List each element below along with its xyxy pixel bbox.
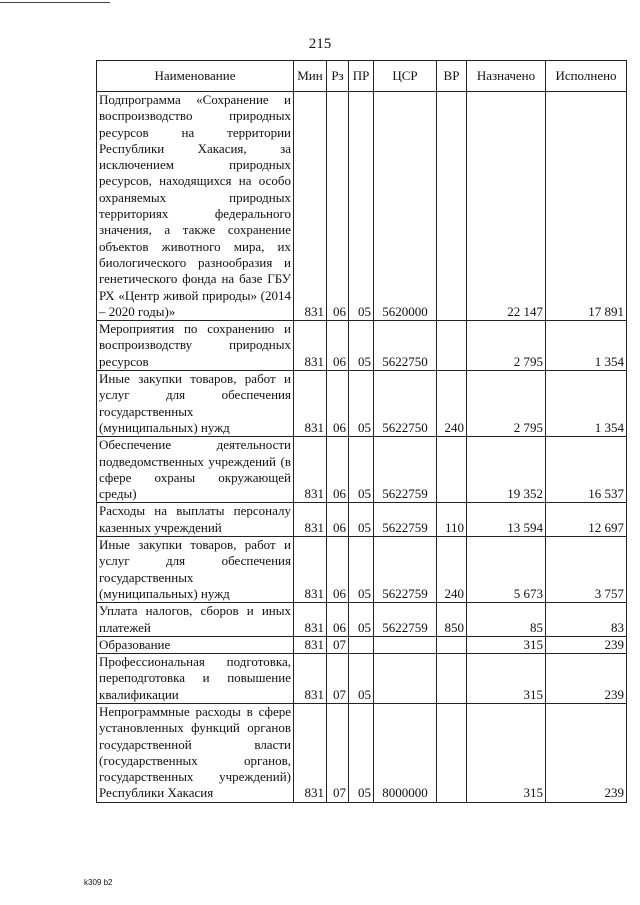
column-header-min: Мин <box>294 61 327 92</box>
table-header-row <box>97 61 627 92</box>
column-header-name: Наименование <box>97 61 294 92</box>
row-vr <box>437 321 467 371</box>
budget-table <box>96 60 627 803</box>
row-name: Иные закупки товаров, работ и услуг для обеспечения государственных (муниципальных) нужд <box>97 537 294 603</box>
row-min: 831 <box>294 603 327 637</box>
row-vr <box>437 654 467 704</box>
row-csr: 5622750 <box>374 371 437 437</box>
row-csr <box>374 636 437 653</box>
column-header-pr: ПР <box>349 61 374 92</box>
row-executed: 1 354 <box>546 371 627 437</box>
row-assigned: 5 673 <box>467 537 546 603</box>
row-assigned: 315 <box>467 636 546 653</box>
row-rz: 06 <box>327 603 349 637</box>
row-min: 831 <box>294 437 327 503</box>
row-name: Иные закупки товаров, работ и услуг для обеспечения государственных (муниципальных) нужд <box>97 371 294 437</box>
row-assigned: 315 <box>467 703 546 802</box>
row-name: Обеспечение деятельности подведомственных учреждений (в сфере охраны окружающей среды) <box>97 437 294 503</box>
row-name: Уплата налогов, сборов и иных платежей <box>97 603 294 637</box>
row-pr: 05 <box>349 321 374 371</box>
row-assigned: 13 594 <box>467 503 546 537</box>
row-rz: 07 <box>327 636 349 653</box>
table-row <box>97 654 627 704</box>
table-row <box>97 503 627 537</box>
row-vr: 240 <box>437 371 467 437</box>
row-min: 831 <box>294 636 327 653</box>
row-min: 831 <box>294 654 327 704</box>
row-vr: 110 <box>437 503 467 537</box>
row-name: Профессиональная подготовка, переподготовка и повышение квалификации <box>97 654 294 704</box>
top-edge-rule <box>0 2 110 3</box>
row-vr <box>437 636 467 653</box>
row-pr: 05 <box>349 537 374 603</box>
row-vr <box>437 703 467 802</box>
row-csr: 8000000 <box>374 703 437 802</box>
row-executed: 12 697 <box>546 503 627 537</box>
row-assigned: 85 <box>467 603 546 637</box>
row-min: 831 <box>294 92 327 321</box>
row-name: Подпрограмма «Сохранение и воспроизводство природных ресурсов на территории Республики Хакасия, за исключением природных ресурсов, находящихся на особо охраняемых природных территориях федерального значения, а также сохранение объектов животного мира, их биологического разнообразия и генетического фонда на базе ГБУ РХ «Центр живой природы» (2014 – 2020 годы)» <box>97 92 294 321</box>
row-executed: 1 354 <box>546 321 627 371</box>
row-name: Непрограммные расходы в сфере установленных функций органов государственной власти (государственных органов, государственных учреждений) Республики Хакасия <box>97 703 294 802</box>
row-pr <box>349 636 374 653</box>
row-assigned: 315 <box>467 654 546 704</box>
row-executed: 239 <box>546 654 627 704</box>
row-executed: 17 891 <box>546 92 627 321</box>
row-rz: 07 <box>327 703 349 802</box>
column-header-vr: ВР <box>437 61 467 92</box>
row-rz: 06 <box>327 437 349 503</box>
row-vr: 850 <box>437 603 467 637</box>
row-name: Расходы на выплаты персоналу казенных учреждений <box>97 503 294 537</box>
row-rz: 06 <box>327 371 349 437</box>
row-assigned: 2 795 <box>467 321 546 371</box>
row-pr: 05 <box>349 503 374 537</box>
row-assigned: 22 147 <box>467 92 546 321</box>
row-executed: 83 <box>546 603 627 637</box>
row-executed: 239 <box>546 636 627 653</box>
row-name: Мероприятия по сохранению и воспроизводству природных ресурсов <box>97 321 294 371</box>
row-name: Образование <box>97 636 294 653</box>
row-rz: 07 <box>327 654 349 704</box>
row-pr: 05 <box>349 92 374 321</box>
row-rz: 06 <box>327 92 349 321</box>
column-header-rz: Рз <box>327 61 349 92</box>
row-vr <box>437 437 467 503</box>
column-header-assigned: Назначено <box>467 61 546 92</box>
row-pr: 05 <box>349 654 374 704</box>
row-csr: 5622759 <box>374 603 437 637</box>
row-csr <box>374 654 437 704</box>
table-row <box>97 703 627 802</box>
row-csr: 5622759 <box>374 537 437 603</box>
row-rz: 06 <box>327 503 349 537</box>
row-assigned: 2 795 <box>467 371 546 437</box>
column-header-executed: Исполнено <box>546 61 627 92</box>
row-pr: 05 <box>349 371 374 437</box>
row-min: 831 <box>294 321 327 371</box>
row-min: 831 <box>294 537 327 603</box>
row-rz: 06 <box>327 321 349 371</box>
footer-code: k309 b2 <box>84 878 113 887</box>
table-row <box>97 371 627 437</box>
row-pr: 05 <box>349 437 374 503</box>
table-row <box>97 321 627 371</box>
row-vr <box>437 92 467 321</box>
row-csr: 5622759 <box>374 437 437 503</box>
row-csr: 5622759 <box>374 503 437 537</box>
row-pr: 05 <box>349 703 374 802</box>
table-row <box>97 537 627 603</box>
table-row <box>97 437 627 503</box>
row-vr: 240 <box>437 537 467 603</box>
table-row <box>97 92 627 321</box>
row-min: 831 <box>294 503 327 537</box>
row-executed: 16 537 <box>546 437 627 503</box>
row-min: 831 <box>294 703 327 802</box>
row-csr: 5622750 <box>374 321 437 371</box>
row-rz: 06 <box>327 537 349 603</box>
column-header-csr: ЦСР <box>374 61 437 92</box>
row-executed: 3 757 <box>546 537 627 603</box>
row-csr: 5620000 <box>374 92 437 321</box>
row-pr: 05 <box>349 603 374 637</box>
row-min: 831 <box>294 371 327 437</box>
row-executed: 239 <box>546 703 627 802</box>
row-assigned: 19 352 <box>467 437 546 503</box>
table-row <box>97 636 627 653</box>
table-row <box>97 603 627 637</box>
page-number: 215 <box>308 36 332 52</box>
